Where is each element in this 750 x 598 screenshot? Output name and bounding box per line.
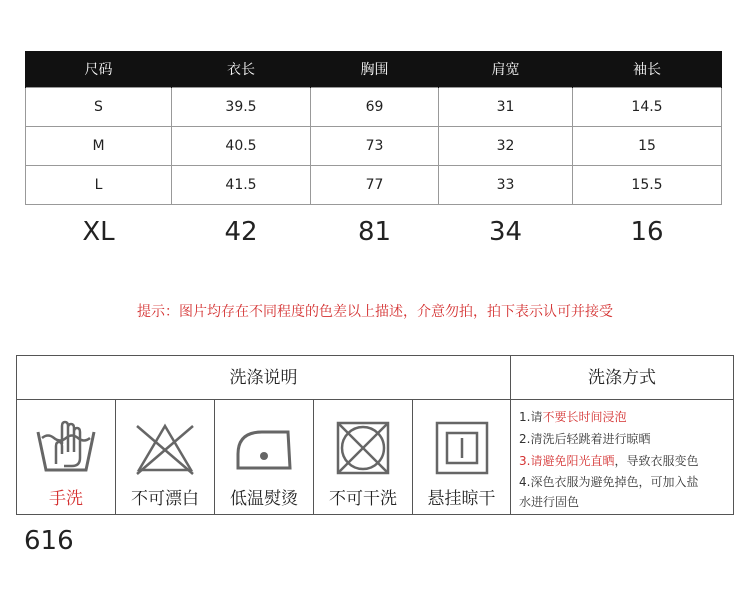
table-cell: 73 bbox=[311, 127, 439, 166]
note-1: 1.请不要长时间浸泡 bbox=[519, 410, 627, 424]
table-row bbox=[26, 88, 722, 127]
note-3: 3.请避免阳光直晒，导致衣服变色 bbox=[519, 454, 699, 468]
table-cell: 41.5 bbox=[172, 166, 311, 205]
care-item-no-dry-clean bbox=[314, 400, 413, 514]
table-row bbox=[26, 166, 722, 205]
care-label: 不可漂白 bbox=[131, 489, 199, 509]
note-2: 2.清洗后轻跳着进行晾晒 bbox=[519, 432, 651, 446]
care-label: 手洗 bbox=[49, 489, 83, 509]
care-item-low-temp-iron bbox=[215, 400, 314, 514]
table-cell: S bbox=[26, 88, 172, 127]
color-difference-hint: 提示：图片均存在不同程度的色差以上描述，介意勿拍，拍下表示认可并接受 bbox=[137, 304, 613, 320]
table-cell: 32 bbox=[439, 127, 573, 166]
table-cell: 42 bbox=[224, 217, 258, 247]
product-code: 616 bbox=[24, 526, 74, 556]
table-cell: 34 bbox=[488, 217, 523, 247]
low-temp-iron-icon bbox=[232, 418, 296, 478]
table-cell: 15.5 bbox=[573, 166, 722, 205]
table-cell: M bbox=[26, 127, 172, 166]
table-cell: 31 bbox=[439, 88, 573, 127]
washing-notes bbox=[511, 400, 733, 514]
table-cell: 69 bbox=[311, 88, 439, 127]
header-sleeve: 袖长 bbox=[573, 51, 722, 88]
header-length: 衣长 bbox=[172, 51, 311, 88]
header-size: 尺码 bbox=[26, 51, 172, 88]
header-shoulder: 肩宽 bbox=[439, 51, 573, 88]
hang-dry-icon bbox=[430, 418, 494, 478]
table-cell: 14.5 bbox=[573, 88, 722, 127]
note-4: 4.深色衣服为避免掉色，可加入盐 bbox=[519, 475, 699, 489]
care-item-hang-dry bbox=[413, 400, 511, 514]
table-cell: 33 bbox=[439, 166, 573, 205]
care-item-hand-wash bbox=[17, 400, 116, 514]
table-cell: 16 bbox=[630, 217, 664, 247]
header-chest: 胸围 bbox=[311, 51, 439, 88]
washing-method-title: 洗涤方式 bbox=[511, 356, 733, 400]
no-dry-clean-icon bbox=[331, 418, 395, 478]
washing-instructions-title: 洗涤说明 bbox=[17, 356, 511, 400]
no-bleach-icon bbox=[133, 418, 197, 478]
note-4-cont: 水进行固色 bbox=[519, 495, 580, 509]
table-cell: 39.5 bbox=[172, 88, 311, 127]
table-cell: 77 bbox=[311, 166, 439, 205]
table-row-xl bbox=[26, 205, 722, 260]
care-label: 低温熨烫 bbox=[230, 489, 298, 509]
size-table-header bbox=[26, 51, 722, 88]
table-row bbox=[26, 127, 722, 166]
table-cell: 15 bbox=[573, 127, 722, 166]
care-item-no-bleach bbox=[116, 400, 215, 514]
washing-instructions bbox=[16, 355, 734, 515]
care-label: 不可干洗 bbox=[329, 489, 397, 509]
table-cell: 81 bbox=[357, 217, 392, 247]
table-cell: XL bbox=[82, 217, 115, 247]
care-label: 悬挂晾干 bbox=[427, 489, 496, 509]
size-table bbox=[25, 51, 722, 259]
hand-wash-icon bbox=[34, 418, 98, 478]
table-cell: 40.5 bbox=[172, 127, 311, 166]
table-cell: L bbox=[26, 166, 172, 205]
